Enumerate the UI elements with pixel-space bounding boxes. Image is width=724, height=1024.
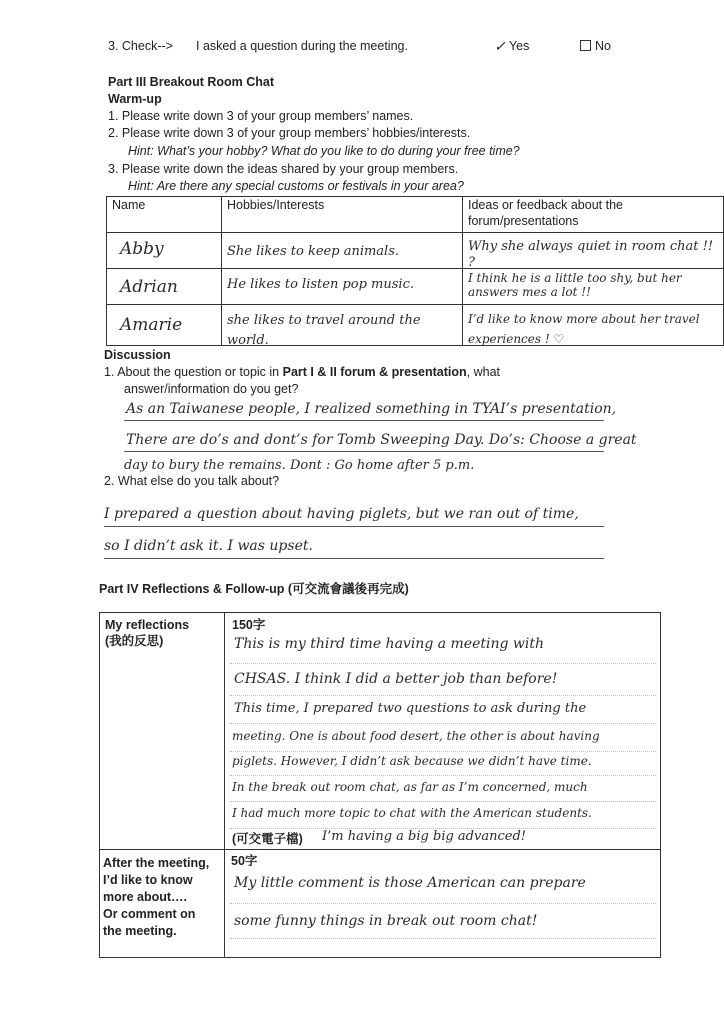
discussion-q1-cont: answer/information do you get? [124,382,299,396]
member-idea: I’d like to know more about her travel experiences ! ♡ [463,305,724,346]
discussion-q1: 1. About the question or topic in Part I & II forum & presentation, what [104,365,501,379]
word-count-150: 150字 [232,618,266,632]
word-count-50: 50字 [231,854,258,868]
after-meeting-label-2: I’d like to know [103,873,193,887]
answer2-line2: so I didn’t ask it. I was upset. [104,538,313,554]
member-hobby: He likes to listen pop music. [222,269,463,305]
members-table [106,196,724,346]
member-name: Adrian [107,269,222,305]
member-name: Abby [107,233,222,269]
warmup-heading: Warm-up [108,92,162,106]
no-checkbox[interactable] [580,40,591,51]
answer1-line3: day to bury the remains. Dont : Go home after 5 p.m. [124,458,475,473]
member-hobby: She likes to keep animals. [222,233,463,269]
hint-hobby: Hint: What’s your hobby? What do you like to do during your free time? [128,144,520,158]
check-label: 3. Check--> [108,39,173,53]
member-idea: Why she always quiet in room chat !! ? [463,233,724,269]
warmup-item-2: 2. Please write down 3 of your group members’ hobbies/interests. [108,126,471,140]
answer1-line1: As an Taiwanese people, I realized something in TYAI’s presentation, [126,401,617,417]
electronic-note: (可交電子檔) [232,832,303,846]
reflection-line-8: I’m having a big big advanced! [322,829,526,844]
reflection-line-4: meeting. One is about food desert, the other is about having [232,729,600,743]
discussion-q2: 2. What else do you talk about? [104,474,280,488]
no-option[interactable] [580,38,611,54]
reflection-line-2: CHSAS. I think I did a better job than before! [234,671,558,687]
reflections-table [99,612,661,958]
reflection-line-5: piglets. However, I didn’t ask because we didn’t have time. [232,754,592,768]
member-idea: I think he is a little too shy, but her answers mes a lot !! [463,269,724,305]
reflection-line-7: I had much more topic to chat with the American students. [232,806,592,820]
answer2-line1: I prepared a question about having piglets, but we ran out of time, [104,506,579,522]
header-ideas: Ideas or feedback about the forum/presentations [463,197,724,233]
yes-option[interactable] [494,38,529,54]
after-meeting-label-1: After the meeting, [103,856,210,870]
table-row [107,233,724,269]
answer1-line2: There are do’s and dont’s for Tomb Sweeping Day. Do’s: Choose a great [126,432,637,448]
warmup-item-1: 1. Please write down 3 of your group members’ names. [108,109,414,123]
part3-title: Part III Breakout Room Chat [108,75,274,89]
yes-checkmark: ✓ [494,39,506,55]
reflection-line-3: This time, I prepared two questions to ask during the [234,701,587,716]
header-hobbies: Hobbies/Interests [222,197,463,233]
member-name: Amarie [107,305,222,346]
table-header-row [107,197,724,233]
reflection-line-6: In the break out room chat, as far as I’m concerned, much [232,780,588,794]
table-row [107,305,724,346]
my-reflections-zh: (我的反思) [105,634,164,648]
after-meeting-label-3: more about…. [103,890,188,904]
no-label: No [595,39,611,53]
my-reflections-label: My reflections [105,618,190,632]
yes-label: Yes [508,39,530,53]
hint-customs: Hint: Are there any special customs or festivals in your area? [128,179,464,193]
warmup-item-3: 3. Please write down the ideas shared by your group members. [108,162,459,176]
header-name: Name [107,197,222,233]
comment-line-2: some funny things in break out room chat! [234,913,538,929]
reflection-line-1: This is my third time having a meeting with [234,636,545,652]
check-statement: I asked a question during the meeting. [196,39,408,53]
member-hobby: she likes to travel around the world. [222,305,463,346]
table-row [107,269,724,305]
discussion-heading: Discussion [104,348,171,362]
after-meeting-label-4: Or comment on [103,907,196,921]
comment-line-1: My little comment is those American can prepare [234,875,586,891]
after-meeting-label-5: the meeting. [103,924,177,938]
part4-title: Part IV Reflections & Follow-up (可交流會議後再完成) [99,582,409,596]
